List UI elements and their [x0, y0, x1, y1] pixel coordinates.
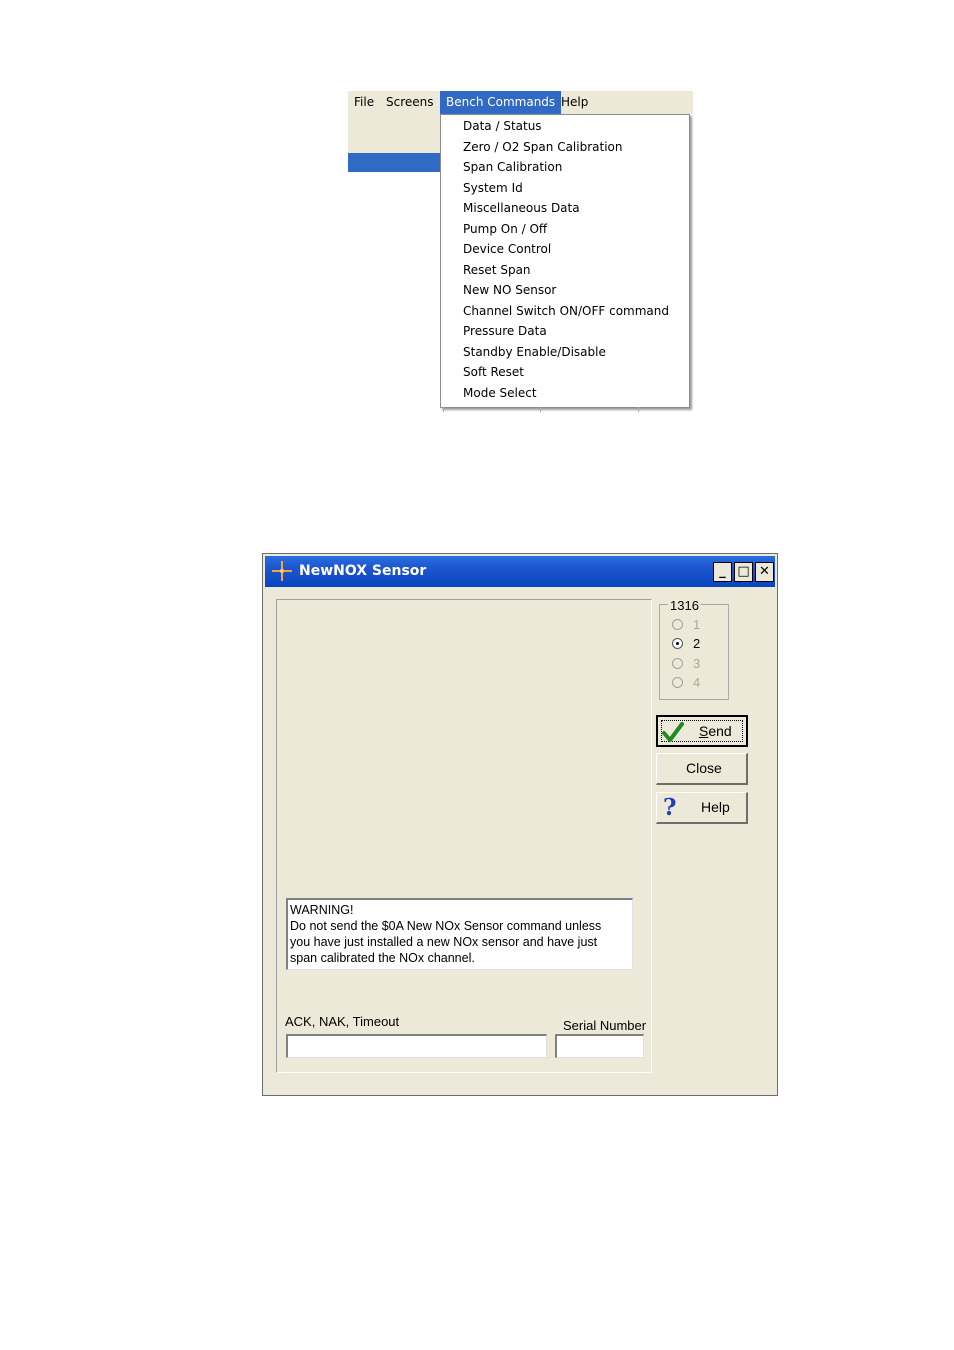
channel-group-label: 1316	[670, 598, 699, 613]
selected-list-row	[348, 153, 440, 172]
maximize-icon: □	[737, 564, 750, 579]
radio-button[interactable]	[672, 677, 683, 688]
help-label: Help	[701, 799, 730, 815]
radio-label: 3	[693, 656, 701, 671]
help-button[interactable]	[656, 792, 748, 824]
menu-screens[interactable]: Screens	[386, 95, 434, 109]
divider	[443, 407, 444, 412]
warning-line: WARNING!	[290, 903, 354, 917]
warning-line: Do not send the $0A New NOx Sensor command unless	[290, 919, 602, 933]
menu-item-channel-switch[interactable]: Channel Switch ON/OFF command	[463, 304, 669, 318]
content-panel	[276, 599, 652, 1073]
radio-dot-icon	[676, 642, 679, 645]
close-window-button[interactable]	[755, 562, 774, 582]
radio-button[interactable]	[672, 619, 683, 630]
menu-item-new-no-sensor[interactable]: New NO Sensor	[463, 283, 557, 297]
menu-item-soft-reset[interactable]: Soft Reset	[463, 365, 525, 379]
radio-label: 2	[693, 636, 701, 651]
menu-item-reset-span[interactable]: Reset Span	[463, 263, 531, 277]
menu-item-device-control[interactable]: Device Control	[463, 242, 552, 256]
ack-nak-timeout-label: ACK, NAK, Timeout	[285, 1014, 400, 1029]
menu-item-pressure-data[interactable]: Pressure Data	[463, 324, 547, 338]
radio-label: 4	[693, 675, 701, 690]
radio-button-selected[interactable]	[672, 638, 683, 649]
maximize-button[interactable]	[734, 562, 753, 582]
newnox-sensor-dialog	[262, 553, 778, 1096]
channel-group	[659, 598, 729, 700]
send-label	[699, 717, 732, 745]
warning-message	[286, 898, 633, 970]
close-icon: ✕	[759, 564, 770, 579]
minimize-button[interactable]	[713, 562, 732, 582]
divider	[540, 407, 541, 412]
send-accelerator: S	[699, 723, 709, 739]
menu-help[interactable]: Help	[561, 95, 589, 109]
menu-item-mode-select[interactable]: Mode Select	[463, 386, 537, 400]
menu-bench-commands[interactable]: Bench Commands	[440, 91, 561, 114]
send-label-rest: end	[708, 723, 732, 739]
menu-item-pump-on-off[interactable]: Pump On / Off	[463, 222, 548, 236]
menu-item-data-status[interactable]: Data / Status	[463, 119, 542, 133]
menu-item-zero-o2-span-calibration[interactable]: Zero / O2 Span Calibration	[463, 140, 623, 154]
serial-number-label: Serial Number	[563, 1018, 647, 1033]
window-background	[348, 114, 440, 153]
menu-item-miscellaneous-data[interactable]: Miscellaneous Data	[463, 201, 580, 215]
question-mark-icon: ?	[663, 794, 677, 821]
warning-line: you have just installed a new NOx sensor and have just	[290, 935, 598, 949]
title-bar[interactable]	[265, 556, 775, 587]
menu-item-span-calibration[interactable]: Span Calibration	[463, 160, 563, 174]
close-button[interactable]	[656, 753, 748, 785]
bench-commands-dropdown	[440, 114, 690, 408]
menu-bar	[348, 91, 693, 114]
close-label: Close	[686, 760, 722, 776]
radio-button[interactable]	[672, 658, 683, 669]
bench-commands-menu-screenshot	[348, 91, 693, 412]
crosshair-icon	[271, 560, 293, 582]
send-button[interactable]	[656, 715, 748, 747]
menu-item-system-id[interactable]: System Id	[463, 181, 523, 195]
menu-file[interactable]: File	[354, 95, 375, 109]
minimize-icon: _	[719, 564, 726, 579]
divider	[638, 407, 639, 412]
ack-nak-timeout-field[interactable]	[286, 1034, 547, 1058]
radio-label: 1	[693, 617, 701, 632]
window-title: NewNOX Sensor	[299, 563, 427, 579]
menu-item-standby-enable-disable[interactable]: Standby Enable/Disable	[463, 345, 606, 359]
checkmark-icon	[662, 721, 684, 743]
serial-number-field[interactable]	[555, 1034, 644, 1058]
warning-line: span calibrated the NOx channel.	[290, 951, 475, 965]
